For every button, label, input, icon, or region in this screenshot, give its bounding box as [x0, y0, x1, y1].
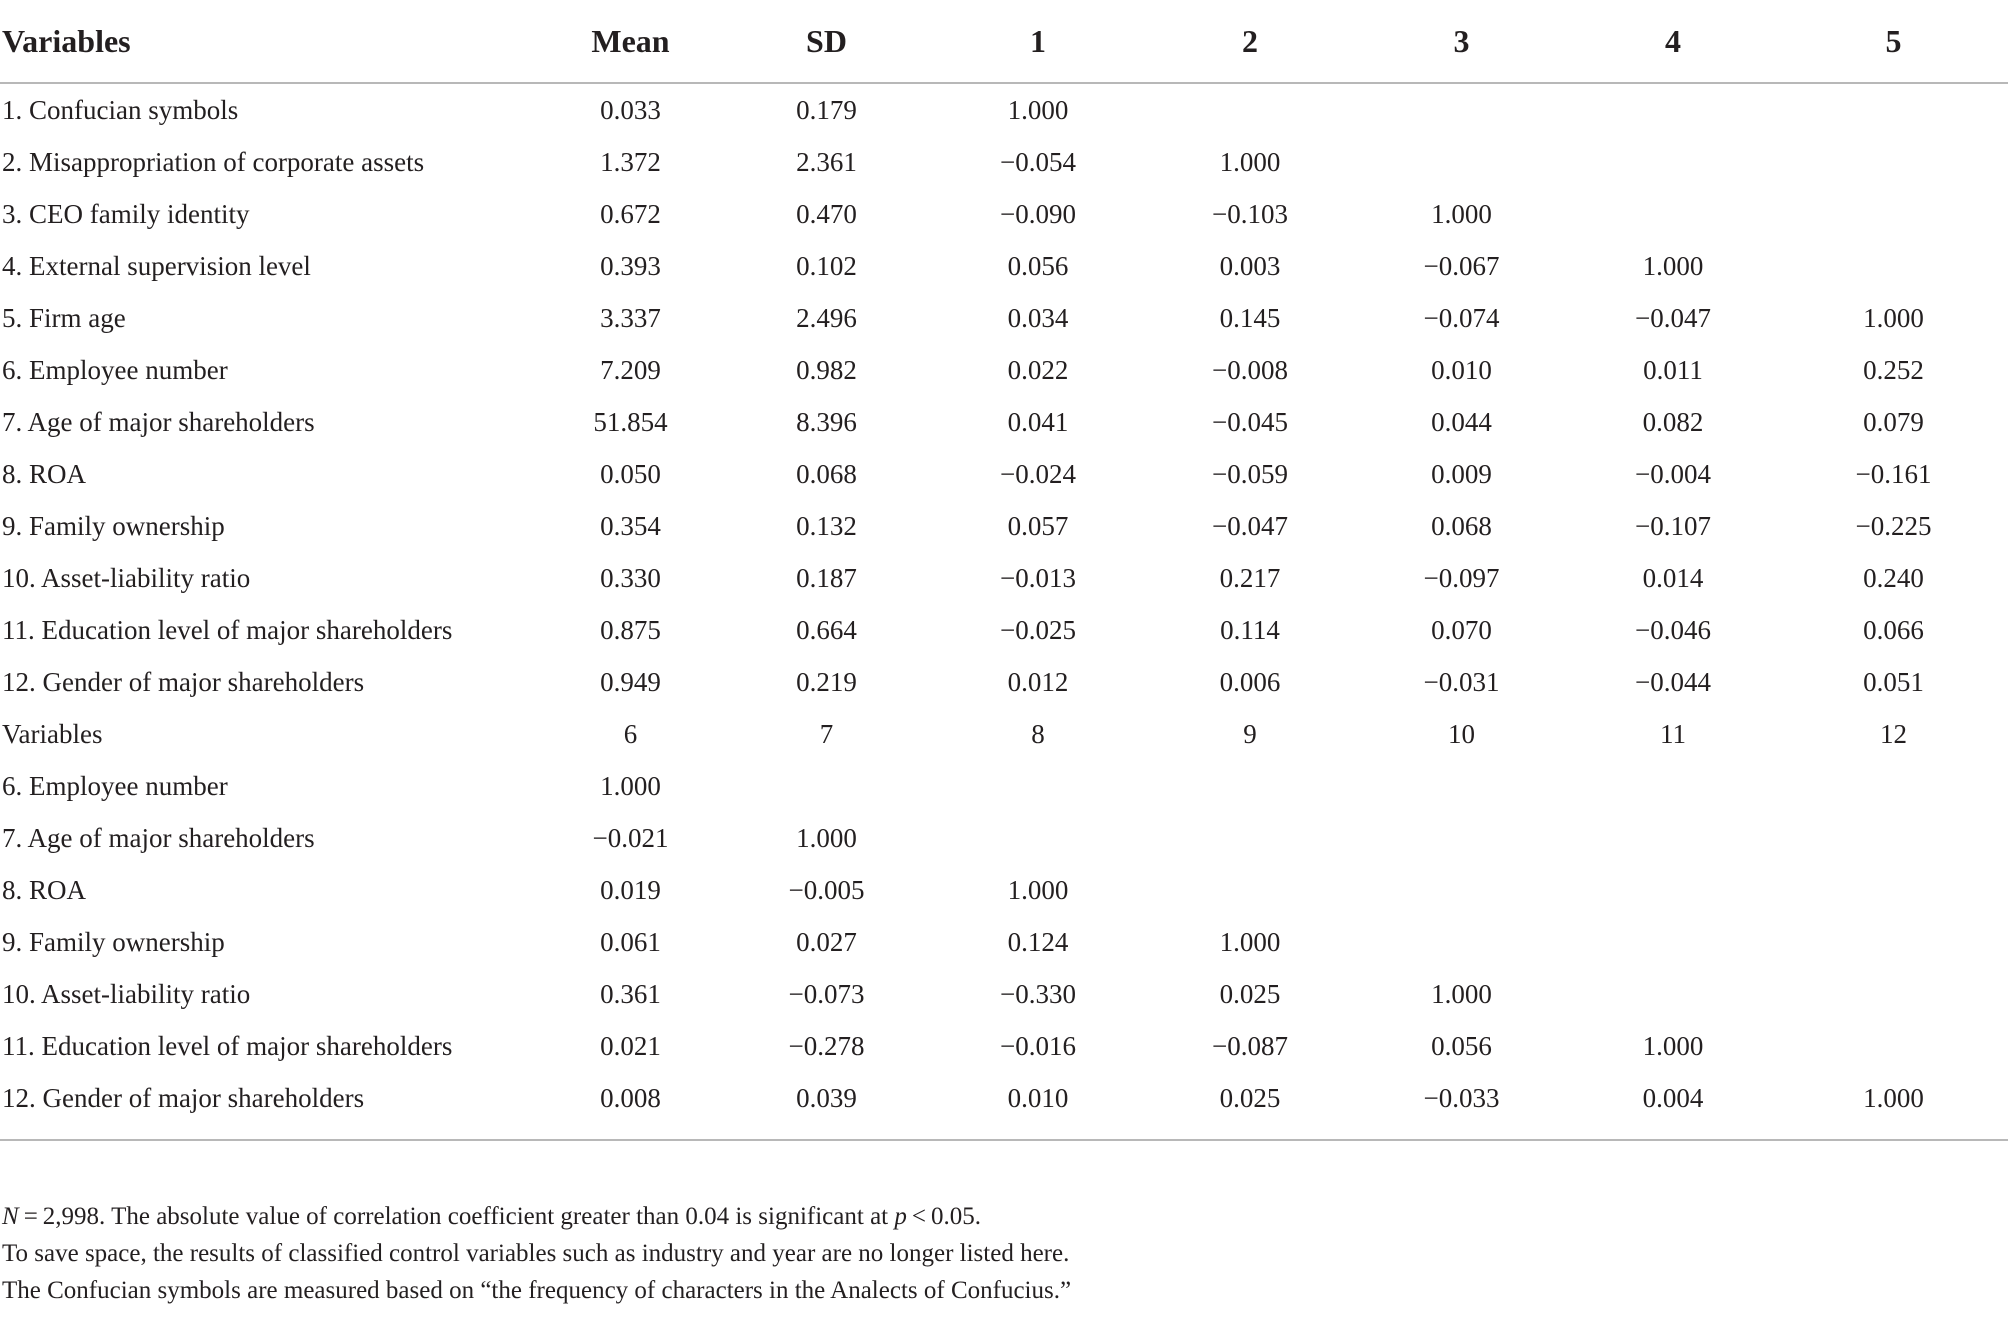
table-cell: 0.949 — [600, 667, 661, 697]
table-cell: 0.008 — [600, 1083, 661, 1113]
row-variable-label: 5. Firm age — [2, 303, 126, 333]
table-cell: −0.033 — [1423, 1083, 1500, 1113]
table-cell: −0.074 — [1423, 303, 1500, 333]
table-cell: −0.044 — [1635, 667, 1711, 697]
row-variable-label: 11. Education level of major shareholders — [2, 615, 453, 645]
row-variable-label: 8. ROA — [2, 875, 87, 905]
table-body — [0, 83, 2008, 1124]
table-cell: −0.103 — [1212, 199, 1288, 229]
table-cell: 0.070 — [1431, 615, 1492, 645]
table-cell: 1.000 — [1863, 303, 1924, 333]
table-cell — [1779, 812, 2008, 864]
row-variable-label: Variables — [2, 719, 103, 749]
row-variable-label: 7. Age of major shareholders — [2, 823, 315, 853]
table-cell: 0.082 — [1642, 407, 1704, 437]
row-variable-label: 9. Family ownership — [2, 927, 225, 957]
table-cell: 0.217 — [1219, 563, 1281, 593]
table-notes — [2, 1198, 2002, 1309]
table-cell — [1567, 864, 1779, 916]
table-cell: 0.009 — [1431, 459, 1492, 489]
table-cell: −0.225 — [1855, 511, 1932, 541]
table-row — [0, 344, 2008, 396]
table-cell: 1.000 — [1431, 199, 1492, 229]
table-cell: 1.000 — [1007, 875, 1069, 905]
p-symbol: p — [894, 1203, 907, 1230]
table-cell: −0.047 — [1212, 511, 1288, 541]
table-cell: 0.056 — [1431, 1031, 1492, 1061]
table-cell: 0.672 — [600, 199, 661, 229]
table-row — [0, 968, 2008, 1020]
row-variable-label: 6. Employee number — [2, 355, 228, 385]
table-cell: 7 — [819, 719, 834, 749]
table-cell: −0.031 — [1423, 667, 1500, 697]
table-cell — [1779, 864, 2008, 916]
table-cell — [1567, 812, 1779, 864]
header-variables: Variables — [2, 23, 131, 59]
row-variable-label: 6. Employee number — [2, 771, 228, 801]
table-cell: −0.025 — [1000, 615, 1076, 645]
table-cell: 0.252 — [1863, 355, 1924, 385]
table-cell: 0.025 — [1219, 1083, 1281, 1113]
table-cell: 0.034 — [1007, 303, 1069, 333]
table-cell: 0.021 — [600, 1031, 661, 1061]
table-cell — [1144, 812, 1356, 864]
table-cell: 0.044 — [1431, 407, 1492, 437]
table-row — [0, 604, 2008, 656]
table-cell: −0.054 — [1000, 147, 1076, 177]
table-row — [0, 448, 2008, 500]
table-cell: 0.470 — [796, 199, 857, 229]
table-cell: 0.187 — [796, 563, 857, 593]
table-cell: −0.278 — [788, 1031, 865, 1061]
table-cell — [1567, 968, 1779, 1020]
row-variable-label: 10. Asset-liability ratio — [2, 979, 251, 1009]
table-cell: 0.014 — [1642, 563, 1704, 593]
note-sample-size — [2, 1198, 2002, 1235]
table-cell: 0.033 — [600, 95, 661, 125]
n-symbol: N — [2, 1203, 19, 1230]
table-cell: 0.393 — [600, 251, 661, 281]
row-variable-label: 9. Family ownership — [2, 511, 225, 541]
row-variable-label: 11. Education level of major shareholders — [2, 1031, 453, 1061]
table-cell: 0.056 — [1007, 251, 1069, 281]
table-row — [0, 708, 2008, 760]
table-cell: 0.354 — [600, 511, 661, 541]
table-cell: 2.361 — [796, 147, 857, 177]
table-cell — [1356, 864, 1567, 916]
header-mean: Mean — [591, 23, 670, 59]
table-bottom-rule — [0, 1139, 2008, 1141]
table-cell: −0.008 — [1212, 355, 1288, 385]
table-cell: 1.000 — [796, 823, 857, 853]
table-cell: −0.090 — [1000, 199, 1076, 229]
table-cell — [1779, 1020, 2008, 1072]
table-cell: 0.025 — [1219, 979, 1281, 1009]
table-cell — [932, 760, 1144, 812]
table-cell — [932, 812, 1144, 864]
table-cell — [1779, 968, 2008, 1020]
table-cell: −0.021 — [592, 823, 669, 853]
table-cell — [1144, 83, 1356, 136]
note-significance-text: < 0.05. — [906, 1203, 981, 1230]
table-cell: −0.013 — [1000, 563, 1076, 593]
table-row — [0, 1072, 2008, 1124]
note-confucian-measure: The Confucian symbols are measured based on “the frequency of characters in the Analects of Confucius.” — [2, 1277, 1072, 1304]
table-row — [0, 240, 2008, 292]
table-cell: 51.854 — [593, 407, 668, 437]
table-cell: −0.046 — [1635, 615, 1711, 645]
table-row — [0, 812, 2008, 864]
table-cell — [1144, 864, 1356, 916]
table-cell — [1779, 136, 2008, 188]
table-cell: 1.000 — [1007, 95, 1069, 125]
table-row — [0, 500, 2008, 552]
table-cell: −0.107 — [1635, 511, 1711, 541]
table-cell: 0.011 — [1643, 355, 1703, 385]
table-row — [0, 916, 2008, 968]
row-variable-label: 1. Confucian symbols — [2, 95, 239, 125]
table-cell: 0.068 — [1431, 511, 1492, 541]
table-cell: −0.016 — [1000, 1031, 1076, 1061]
table-cell: 1.000 — [1642, 1031, 1704, 1061]
table-cell: 0.006 — [1219, 667, 1281, 697]
table-row — [0, 136, 2008, 188]
table-cell: 0.361 — [600, 979, 661, 1009]
table-cell: 0.050 — [600, 459, 661, 489]
table-cell — [1779, 240, 2008, 292]
table-cell — [1779, 83, 2008, 136]
table-cell: 6 — [623, 719, 638, 749]
table-cell: 0.102 — [796, 251, 857, 281]
header-5: 5 — [1885, 23, 1902, 59]
table-cell: 0.010 — [1007, 1083, 1069, 1113]
table-cell: 1.000 — [1431, 979, 1492, 1009]
table-cell: −0.330 — [1000, 979, 1076, 1009]
table-cell: −0.073 — [788, 979, 865, 1009]
table-cell: 9 — [1243, 719, 1257, 749]
table-cell: 0.114 — [1220, 615, 1280, 645]
table-cell: −0.161 — [1855, 459, 1932, 489]
table-cell — [1567, 188, 1779, 240]
table-cell: 0.041 — [1007, 407, 1069, 437]
note-control-variables: To save space, the results of classified control variables such as industry and year are no longer listed here. — [2, 1240, 1070, 1267]
table-cell: 0.057 — [1007, 511, 1069, 541]
table-cell: 0.875 — [600, 615, 661, 645]
table-cell: 0.039 — [796, 1083, 857, 1113]
table-cell: 1.000 — [1219, 927, 1281, 957]
table-cell: −0.045 — [1212, 407, 1288, 437]
row-variable-label: 8. ROA — [2, 459, 87, 489]
table-cell — [1356, 812, 1567, 864]
table-cell: 0.027 — [796, 927, 857, 957]
table-cell: −0.097 — [1423, 563, 1500, 593]
table-row — [0, 656, 2008, 708]
row-variable-label: 2. Misappropriation of corporate assets — [2, 147, 425, 177]
table-row — [0, 292, 2008, 344]
table-cell — [1356, 83, 1567, 136]
table-cell: 12 — [1880, 719, 1907, 749]
table-cell: 0.066 — [1863, 615, 1924, 645]
table-cell: −0.087 — [1212, 1031, 1288, 1061]
table-cell: −0.047 — [1635, 303, 1711, 333]
table-cell: 1.000 — [600, 771, 661, 801]
table-cell — [1779, 760, 2008, 812]
table-cell: 8.396 — [796, 407, 857, 437]
table-cell — [1144, 760, 1356, 812]
table-cell: 10 — [1448, 719, 1475, 749]
note-sample-text: = 2,998. The absolute value of correlation coefficient greater than 0.04 is significant at — [18, 1203, 895, 1230]
table-header — [0, 0, 2008, 83]
table-cell: 0.145 — [1219, 303, 1281, 333]
table-cell: 0.179 — [796, 95, 857, 125]
table-row — [0, 1020, 2008, 1072]
table-cell — [1567, 83, 1779, 136]
row-variable-label: 4. External supervision level — [2, 251, 311, 281]
table-cell: 1.000 — [1219, 147, 1281, 177]
table-cell: 7.209 — [600, 355, 661, 385]
table-cell — [1779, 188, 2008, 240]
table-cell: −0.004 — [1635, 459, 1711, 489]
header-sd: SD — [806, 23, 847, 59]
table-row — [0, 188, 2008, 240]
row-variable-label: 7. Age of major shareholders — [2, 407, 315, 437]
table-cell: 0.982 — [796, 355, 857, 385]
table-cell — [1567, 916, 1779, 968]
table-cell: 11 — [1660, 719, 1686, 749]
table-cell: 0.051 — [1863, 667, 1924, 697]
table-cell: 8 — [1031, 719, 1045, 749]
table-cell: 0.124 — [1007, 927, 1069, 957]
table-cell — [1356, 916, 1567, 968]
row-variable-label: 12. Gender of major shareholders — [2, 1083, 365, 1113]
table-cell: 3.337 — [600, 303, 661, 333]
table-cell — [1567, 760, 1779, 812]
header-2: 2 — [1242, 23, 1258, 59]
table-cell: 0.003 — [1219, 251, 1281, 281]
table-cell: 0.240 — [1863, 563, 1924, 593]
table-cell: −0.059 — [1212, 459, 1288, 489]
table-row — [0, 864, 2008, 916]
header-3: 3 — [1453, 23, 1470, 59]
table-cell: 1.000 — [1863, 1083, 1924, 1113]
table-cell: 1.372 — [600, 147, 661, 177]
header-row — [0, 0, 2008, 83]
table-cell: 0.004 — [1642, 1083, 1704, 1113]
row-variable-label: 12. Gender of major shareholders — [2, 667, 365, 697]
table-cell: 0.061 — [600, 927, 661, 957]
table-cell: 2.496 — [796, 303, 857, 333]
table-cell: 0.010 — [1431, 355, 1492, 385]
table-cell — [1567, 136, 1779, 188]
table-cell: 0.132 — [796, 511, 857, 541]
table-cell: 0.330 — [600, 563, 661, 593]
table-cell: 0.022 — [1007, 355, 1069, 385]
table-cell: 0.012 — [1007, 667, 1069, 697]
header-1: 1 — [1030, 23, 1046, 59]
table-cell: 0.068 — [796, 459, 857, 489]
table-cell — [721, 760, 932, 812]
table-row — [0, 760, 2008, 812]
table-cell: 0.664 — [796, 615, 857, 645]
table-cell — [1356, 136, 1567, 188]
table-cell: −0.024 — [1000, 459, 1076, 489]
row-variable-label: 10. Asset-liability ratio — [2, 563, 251, 593]
table-row — [0, 552, 2008, 604]
table-row — [0, 396, 2008, 448]
table-cell — [1356, 760, 1567, 812]
table-cell: 0.079 — [1863, 407, 1924, 437]
row-variable-label: 3. CEO family identity — [2, 199, 250, 229]
table-cell — [1779, 916, 2008, 968]
table-row — [0, 83, 2008, 136]
table-cell: 0.019 — [600, 875, 661, 905]
table-cell: 1.000 — [1642, 251, 1704, 281]
table-cell: −0.067 — [1423, 251, 1500, 281]
table-cell: 0.219 — [796, 667, 857, 697]
header-4: 4 — [1665, 23, 1681, 59]
table-cell: −0.005 — [788, 875, 865, 905]
